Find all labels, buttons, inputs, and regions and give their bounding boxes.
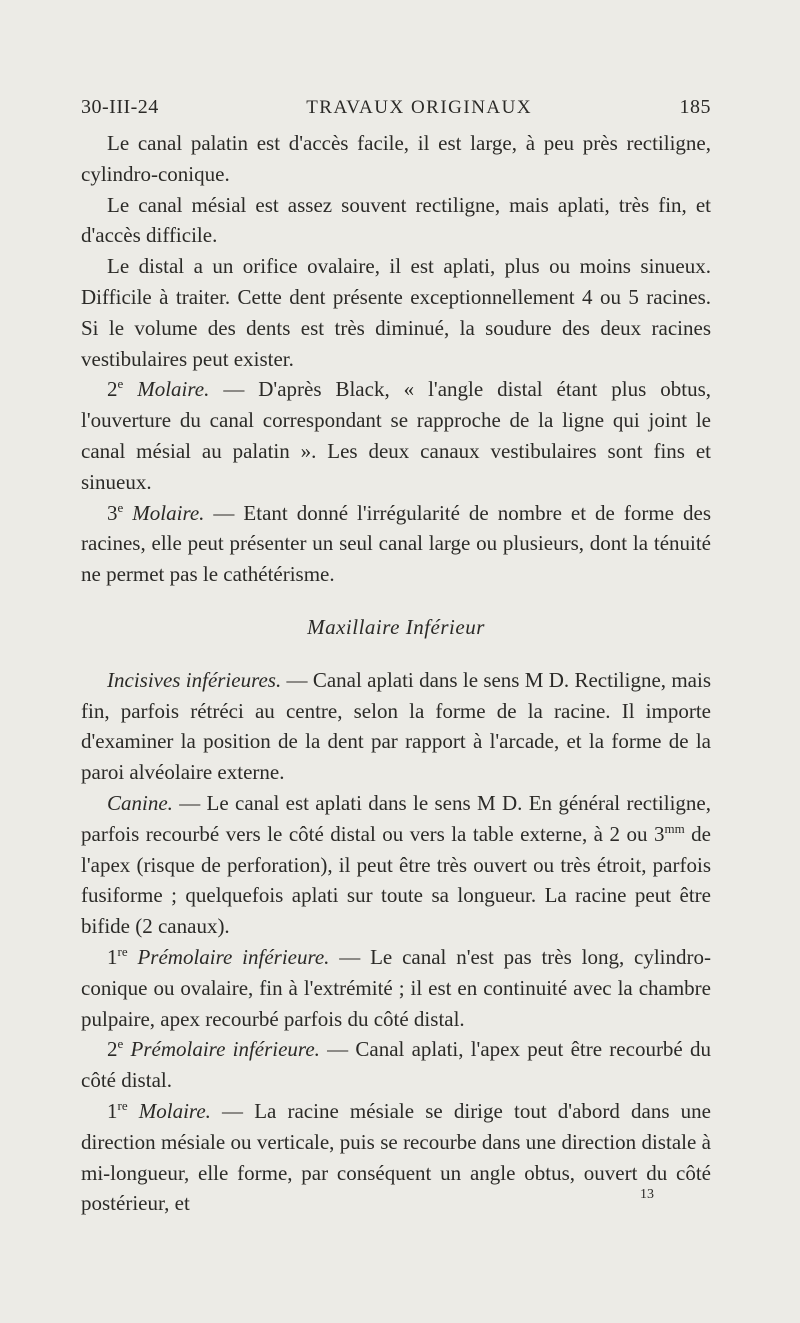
running-header <box>81 96 711 119</box>
paragraph: 1re Molaire. — La racine mésiale se dirige tout d'abord dans une direction mésiale ou verticale, puis se recourbe dans une direction distale à mi-longueur, elle forme, par conséquent un angle obtus, ouvert du côté postérieur, et <box>81 1097 712 1216</box>
paragraph: 2e Molaire. — D'après Black, « l'angle distal étant plus obtus, l'ouverture du canal correspondant se rapproche de la ligne qui joint le canal mésial au palatin ». Les deux canaux vestibulaires sont fins et sinueux. <box>81 376 712 494</box>
page-number: 185 <box>679 96 711 118</box>
header-issue: 30-III-24 <box>81 96 159 118</box>
paragraph: Le distal a un orifice ovalaire, il est aplati, plus ou moins sinueux. Difficile à traiter. Cette dent présente exceptionnellement 4 ou 5 racines. Si le volume des dents est très diminué, la soudure des deux racines vestibulaires peut exister. <box>81 254 711 371</box>
paragraph: Canine. — Le canal est aplati dans le sens M D. En général rectiligne, parfois recourbé vers le côté distal ou vers la table externe, à 2 ou $3^{mm}$ de l'apex (risque de perforation), il peut être très ouvert ou très étroit, parfois fusiforme ; quelquefois aplati sur toute sa longueur. La racine peut être bifide (2 canaux). <box>81 790 711 939</box>
paragraph: Incisives inférieures. — Canal aplati dans le sens M D. Rectiligne, mais fin, parfois rétréci au centre, selon la forme de la racine. Il importe d'examiner la position de la dent par rapport à l'arcade, et la forme de la paroi alvéolaire externe. <box>81 667 711 785</box>
paragraph: Le canal mésial est assez souvent rectiligne, mais aplati, très fin, et d'accès difficile. <box>81 192 711 248</box>
body-text <box>81 128 711 1219</box>
section-heading: Maxillaire Inférieur <box>307 614 485 639</box>
paragraph: 3e Molaire. — Etant donné l'irrégularité de nombre et de forme des racines, elle peut présenter un seul canal large ou plusieurs, dont la ténuité ne permet pas le cathétérisme. <box>81 499 711 587</box>
paragraph: 2e Prémolaire inférieure. — Canal aplati, l'apex peut être recourbé du côté distal. <box>81 1036 711 1093</box>
signature-mark: 13 <box>640 1187 654 1202</box>
header-title: TRAVAUX ORIGINAUX <box>306 97 533 118</box>
paragraph: 1re Prémolaire inférieure. — Le canal n'est pas très long, cylindro-conique ou ovalaire, fin à l'extrémité ; il est en continuité avec la chambre pulpaire, apex recourbé parfois du côté distal. <box>81 943 712 1031</box>
paragraph: Le canal palatin est d'accès facile, il est large, à peu près rectiligne, cylindro-conique. <box>81 131 711 186</box>
